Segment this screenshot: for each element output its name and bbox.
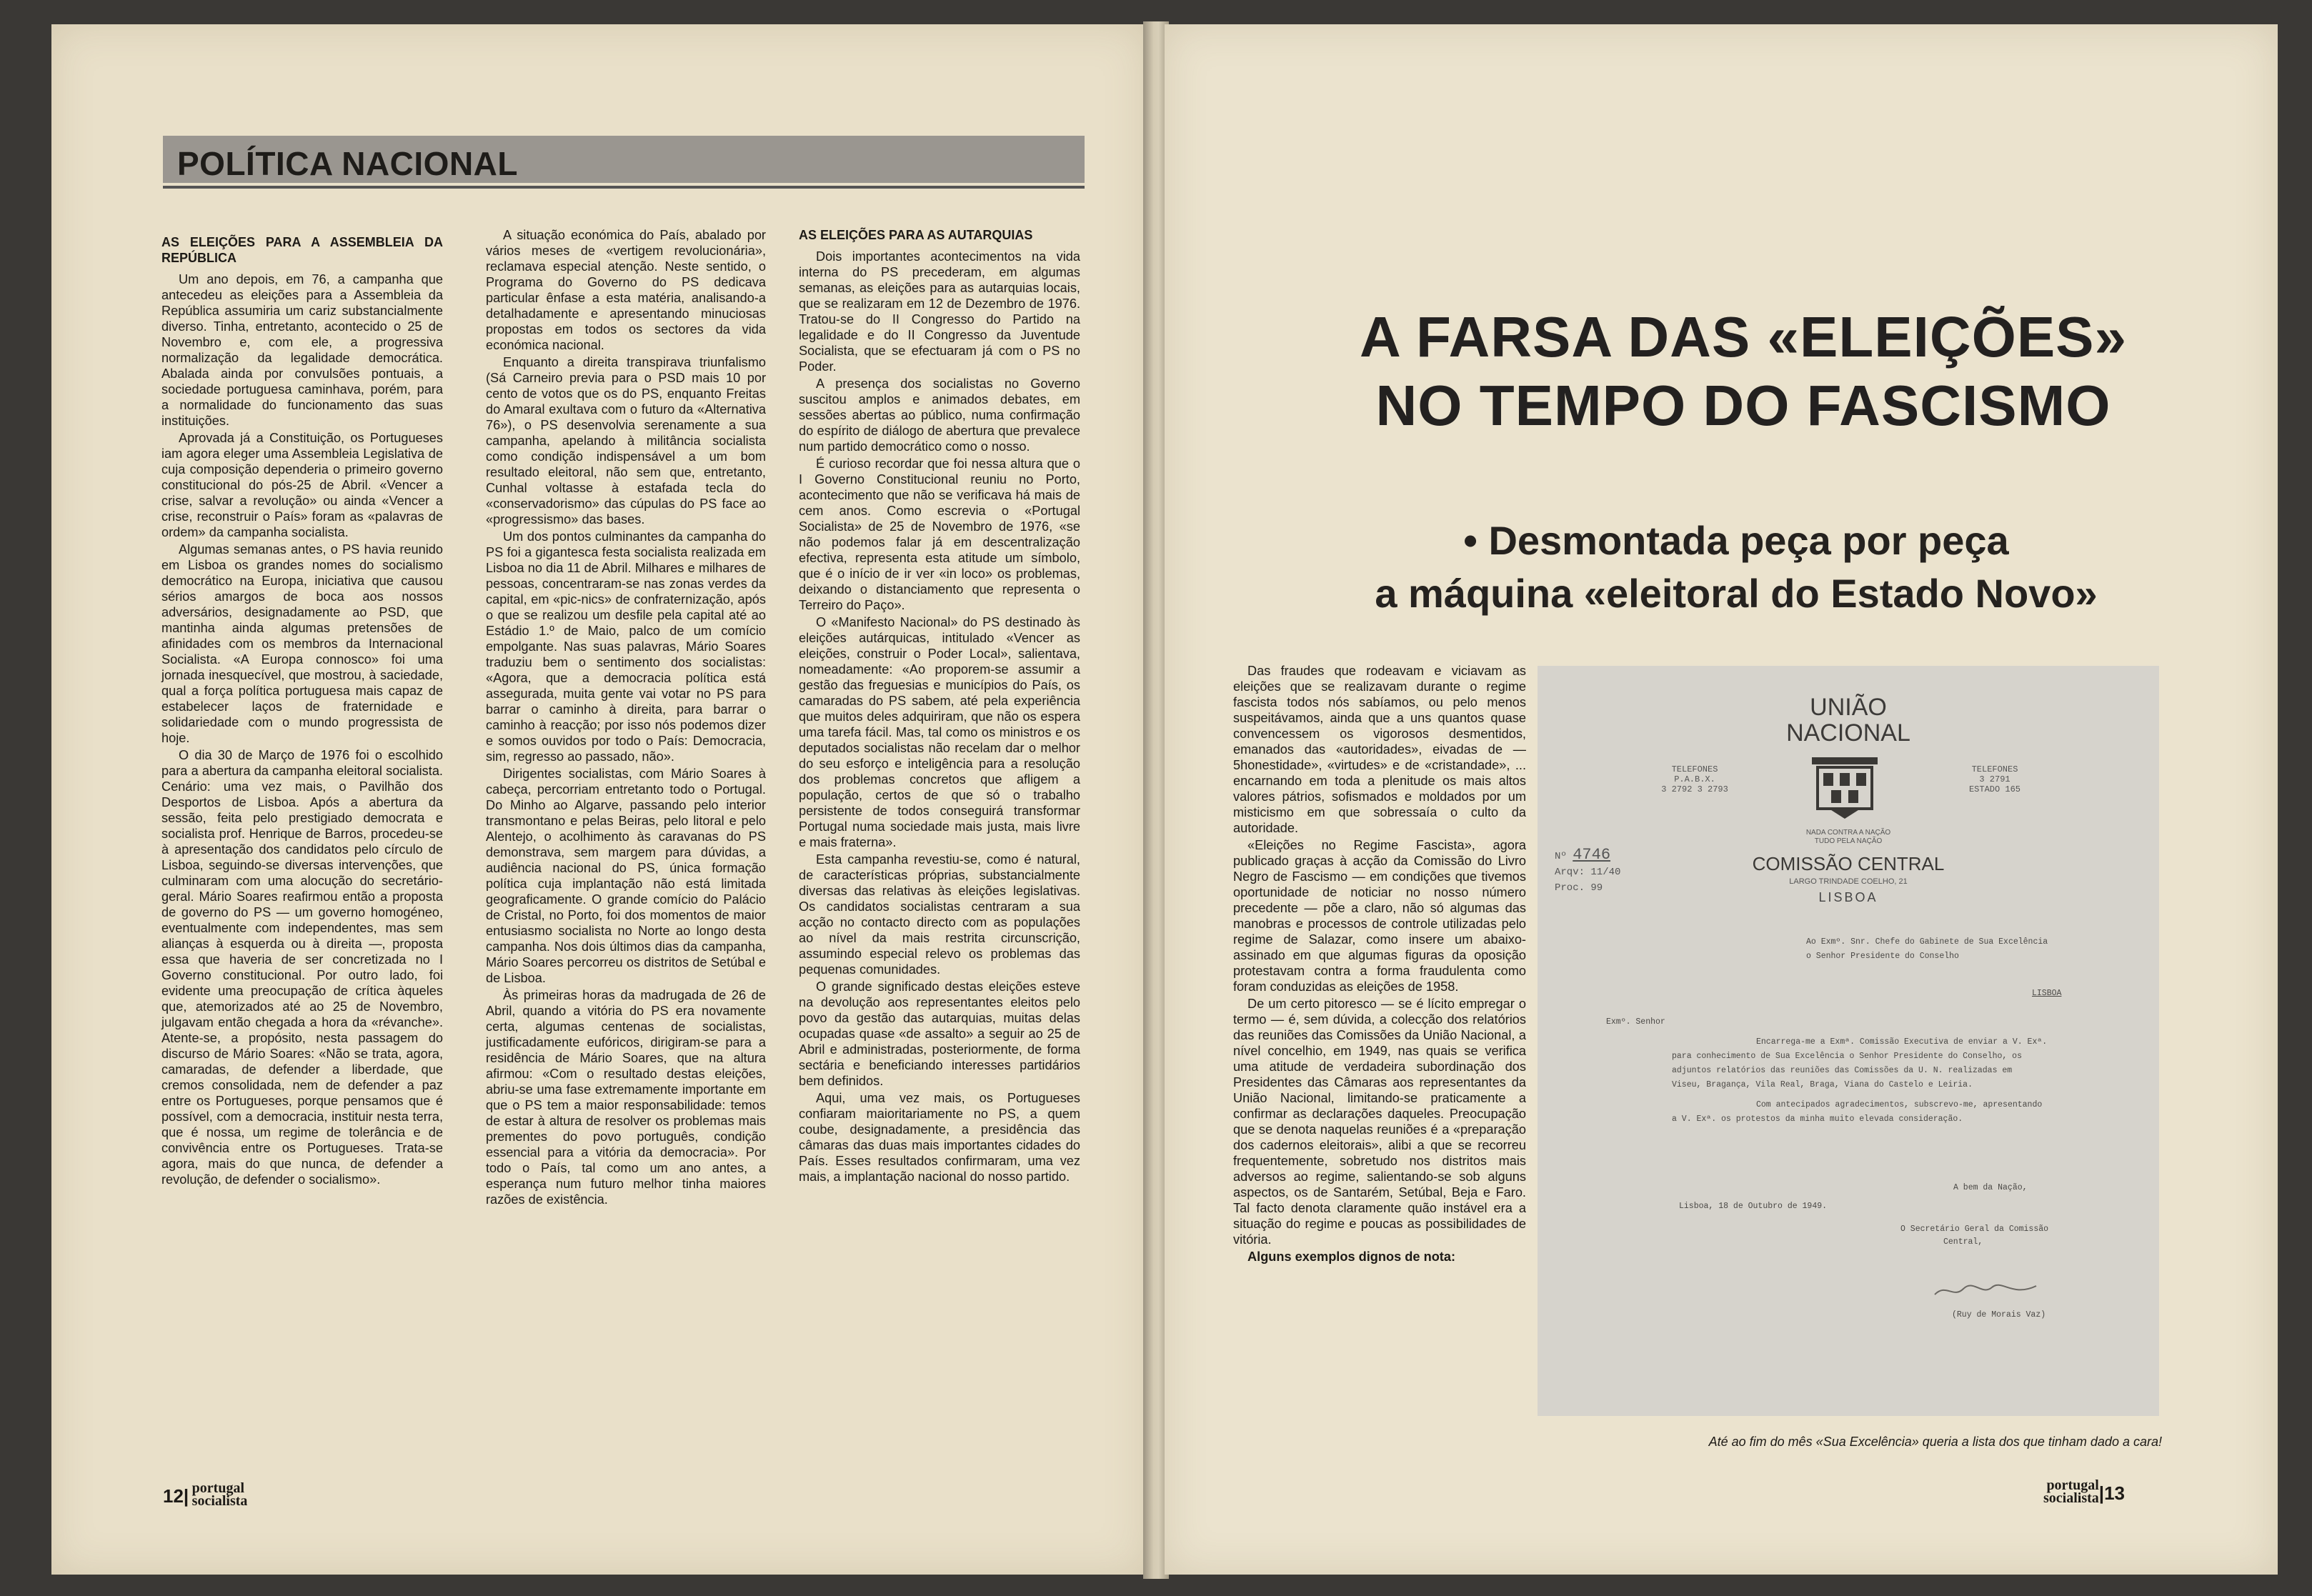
section-banner-label: POLÍTICA NACIONAL [177, 145, 518, 182]
paragraph: Esta campanha revestiu-se, como é natural, de características próprias, substancialmente diversas das relativas às eleições legislativas. Os candidatos socialistas centraram a sua acção no contacto directo com as populações ao nível da mais restrita circunscrição, assumindo especial relevo os problemas das pequenas comunidades. [799, 852, 1080, 977]
paragraph: Aprovada já a Constituição, os Portugueses iam agora eleger uma Assembleia Legislativa de cuja composição dependeria o primeiro governo constitucional do pós-25 de Abril. «Vencer a crise, salvar a revolução» ou ainda «Vencer a crise, reconstruir o País» foram as «palavras de ordem» da campanha socialista. [161, 431, 443, 539]
paragraph: O grande significado destas eleições esteve na devolução aos representantes eleitos pelo povo da gestão das autarquias, muitas delas ocupadas quase «de assalto» a seguir ao 25 de Abril e administradas, posteriormente, de forma sectária e beneficiando interesses partidários bem definidos. [799, 979, 1080, 1088]
org-line-1: UNIÃO [1810, 694, 1887, 721]
column-3 [799, 227, 1080, 1186]
paragraph: Aqui, uma vez mais, os Portugueses confiaram maioritariamente no PS, a quem coube, designadamente, a presidência das câmaras das duas mais importantes cidades do País. Esses resultados confirmaram, uma vez mais, a implantação nacional do nosso partido. [799, 1091, 1080, 1184]
document-org-name [1538, 694, 2159, 746]
section-banner [163, 136, 1085, 183]
ref-arqv: Arqv: 11/40 [1555, 867, 1621, 878]
page-number: 12 [163, 1485, 184, 1507]
title-line-1: A FARSA DAS «ELEIÇÕES» [1359, 305, 2128, 369]
paragraph: Um ano depois, em 76, a campanha que antecedeu as eleições para a Assembleia da República assumiria um cariz substancialmente diverso. Tinha, entretanto, acontecido o 25 de Novembro e, com ele, a progressiva normalização da legalidade democrática. Abalada ainda por convulsões pontuais, a sociedade portuguesa caminhava, porém, para a normalidade do funcionamento das suas instituições. [161, 272, 443, 428]
article-subtitle [1293, 514, 2179, 620]
masthead-line-1: portugal [2046, 1477, 2099, 1493]
phones-left: TELEFONES P.A.B.X. 3 2792 3 2793 [1661, 764, 1728, 794]
title-line-2: NO TEMPO DO FASCISMO [1375, 374, 2111, 437]
paragraph: A presença dos socialistas no Governo suscitou amplos e animados debates, em sessões abertas ao público, numa confirmação do espírito de diálogo de abertura que prevalece num partido democrático como o nosso. [799, 376, 1080, 454]
addressee-line: Ao Exmº. Snr. Chefe do Gabinete de Sua Excelência [1806, 937, 2048, 947]
signer-title: Central, [1943, 1237, 1983, 1247]
salutation: Exmº. Senhor [1606, 1017, 1665, 1027]
document-facsimile [1538, 666, 2159, 1416]
right-page [1165, 24, 2278, 1575]
column-1-heading: AS ELEIÇÕES PARA A ASSEMBLEIA DA REPÚBLICA [161, 235, 443, 265]
paragraph: É curioso recordar que foi nessa altura que o I Governo Constitucional reuniu no Porto, acontecimento que não se verificava há mais de cem anos. Como escrevia o «Portugal Socialista» de 25 de Novembro de 1976, «se não podemos falar já em descentralização efectiva, representa esta atitude um símbolo, que é o início de ir ver «in loco» os problemas, deixando o distanciamento que representa o Terreiro do Paço». [799, 457, 1080, 612]
masthead-line-2: socialista [191, 1493, 248, 1509]
paragraph: O «Manifesto Nacional» do PS destinado às eleições autárquicas, intitulado «Vencer as eleições, construir o Poder Local», salientava, nomeadamente: «Ao proporem-se assumir a gestão das freguesias e municípios do País, os camaradas do PS sabem, até pela experiência que muitos deles adquiriram, que não os espera uma tarefa fácil. Mas, tal como os ministros e os deputados socialistas não recelam dar o melhor do seu esforço e inteligência para a resolução dos problemas concretos que afligem a população, certos de que só o trabalho persistente de todos conseguirá transformar Portugal numa sociedade mais justa, mais livre e mais fraterna». [799, 615, 1080, 849]
ref-number: 4746 [1573, 846, 1611, 864]
masthead-line-1: portugal [191, 1480, 244, 1496]
page-folio-right: portugal socialista|13 [2043, 1477, 2125, 1506]
signer-name: (Ruy de Morais Vaz) [1952, 1310, 2046, 1320]
ref-prefix: Nº [1555, 851, 1567, 862]
document-caption: Até ao fim do mês «Sua Excelência» queria a lista dos que tinham dado a cara! [1708, 1435, 2162, 1449]
paragraph: Alguns exemplos dignos de nota: [1247, 1250, 1456, 1264]
paragraph: Das fraudes que rodeavam e viciavam as eleições que se realizavam durante o regime fascista todos nós sabíamos, ou pelo menos suspeitávamos, ainda que a uns quantos quase convencessem os vigorosos desmentidos, emanados das «autoridades», eivadas de —5honestidade», «virtudes» e de «cristandade», ... encarnando em toda a plenitude os mais altos valores pátrios, sofismados e moldados por um misticismo em que sobressaía o culto da autoridade. [1233, 664, 1526, 835]
letter-line: Encarrega-me a Exmª. Comissão Executiva de enviar a V. Exª. [1756, 1037, 2048, 1047]
letter-line: Com antecipados agradecimentos, subscrevo-me, apresentando [1756, 1100, 2043, 1109]
document-reference [1555, 847, 1620, 896]
left-page [51, 24, 1146, 1575]
letter-line: adjuntos relatórios das reuniões das Comissões da U. N. realizadas em [1672, 1066, 2013, 1075]
masthead-logo [192, 1482, 248, 1507]
banner-rule [163, 186, 1085, 189]
paragraph: «Eleições no Regime Fascista», agora publicado graças à acção da Comissão do Livro Negro de Fascismo — em condições que tivemos oportunidade de noticiar no nosso número precedente — põe a claro, não só algumas das manobras e processos de controle utilizadas pelo regime de Salazar, como insere um abaixo-assinado em que algumas figuras da oposição protestavam contra a forma fraudulenta como foram conduzidas as eleições de 1958. [1233, 838, 1526, 994]
signer-title: O Secretário Geral da Comissão [1900, 1225, 2049, 1234]
masthead-line-2: socialista [2043, 1490, 2099, 1506]
paragraph: A situação económica do País, abalado por vários meses de «vertigem revolucionária», reclamava especial atenção. Neste sentido, o Programa do Governo do PS dedicava particular ênfase a esta matéria, analisando-a detalhadamente e apresentando minuciosas propostas em todos os sectores da vida económica nacional. [486, 228, 766, 352]
phones-right: TELEFONES 3 2791 ESTADO 165 [1968, 764, 2020, 794]
column-2 [486, 227, 766, 1209]
org-line-2: NACIONAL [1786, 719, 1910, 747]
letter-date: Lisboa, 18 de Outubro de 1949. [1679, 1202, 1828, 1211]
ref-proc: Proc. 99 [1555, 882, 1603, 894]
document-address: LARGO TRINDADE COELHO, 21 [1789, 877, 1908, 886]
letter-line: Viseu, Bragança, Vila Real, Braga, Viana do Castelo e Leiria. [1672, 1080, 1973, 1089]
article-body [1233, 663, 1526, 1266]
column-3-heading: AS ELEIÇÕES PARA AS AUTARQUIAS [799, 228, 1033, 242]
document-motto: NADA CONTRA A NAÇÃO TUDO PELA NAÇÃO [1805, 829, 1891, 845]
signature-scribble [1932, 1280, 2039, 1300]
paragraph: Um dos pontos culminantes da campanha do PS foi a gigantesca festa socialista realizada em Lisboa no dia 11 de Abril. Milhares e milhares de pessoas, concentraram-se nas zonas verdes da capital, em «pic-nics» de confraternização, após o que se realizou um desfile pela capital até ao Estádio 1.º de Maio, palco de um comício empolgante. Nas suas palavras, Mário Soares traduziu bem o sentimento dos socialistas: «Agora, que a democracia política está assegurada, muita gente vai votar no PS para barrar o caminho à direita, para barrar o caminho à reacção; por isso nós podemos dizer e somos ouvidos por todo o País: Democracia, sim, regresso ao passado, não». [486, 529, 766, 764]
page-number: 13 [2104, 1482, 2125, 1504]
paragraph: Dois importantes acontecimentos na vida interna do PS precederam, em algumas semanas, as eleições para as autarquias locais, que se realizaram em 12 de Dezembro de 1976. Tratou-se do II Congresso do Partido na legalidade e do II Congresso da Juventude Socialista, que se efectuaram já com o PS no Poder. [799, 249, 1080, 374]
page-folio-left: 12| portugal socialista [163, 1480, 248, 1509]
column-1 [161, 234, 443, 1189]
paragraph: De um certo pitoresco — se é lícito empregar o termo — é, sem dúvida, a colecção dos relatórios das reuniões das Comissões da União Nacional, a nível concelhio, em 1949, nas quais se verifica uma atitude de verdadeira subordinação dos Presidentes das Câmaras aos representantes da União Nacional, limitando-se praticamente a confirmar as declarações daqueles. Preocupação que se denota naquelas reuniões é a «preparação dos cadernos eleitorais», alibi a que se recorreu frequentemente, sobretudo nos distritos mais adversos ao regime, salientando-se sob alguns aspectos, os de Santarém, Setúbal, Beja e Faro. Tal facto denota claramente quão instável era a situação do regime e poucas as possibilidades de vitória. [1233, 997, 1526, 1247]
paragraph: O dia 30 de Março de 1976 foi o escolhido para a abertura da campanha eleitoral socialista. Cenário: uma vez mais, o Pavilhão dos Desportos de Lisboa. Após a abertura da sessão, feita pelo prestigiado democrata e socialista prof. Henrique de Barros, procedeu-se à apresentação dos candidatos pelo círculo de Lisboa, seguindo-se diversas intervenções, que culminaram com uma alocução do secretário-geral. Mário Soares reafirmou então a proposta de governo do PS — um governo homogéneo, eventualmente com independentes, mas sem alianças à esquerda ou à direita —, proposta essa que haveria de ser concretizada no I Governo constitucional. Por outro lado, foi evidente uma preocupação de crítica àqueles que, atemorizados até ao 25 de Novembro, julgavam então chegada a hora da «révanche». Atente-se, a propósito, nesta passagem do discurso de Mário Soares: «Não se trata, agora, camaradas, de defender a liberdade, que cremos consolidada, nem de defender a paz entre os Portugueses, porque pensamos que é possível, com a democracia, instituir nesta terra, que é nossa, um regime de tolerância e de convivência entre os Portugueses. Trata-se agora, mais do que nunca, de defender a revolução, de defender o socialismo». [161, 748, 443, 1187]
letter-closing: A bem da Nação, [1953, 1183, 2028, 1192]
paragraph: Enquanto a direita transpirava triunfalismo (Sá Carneiro previa para o PSD mais 10 por cento de votos que os do PS, enquanto Freitas do Amaral exultava com o futuro da «Alternativa 76»), o PS desenvolvia serenamente a sua campanha, apelando à militância socialista como condição indispensável a um bom resultado eleitoral, não sem que, entretanto, Cunhal voltasse à estafada tecla do «conservadorismo» das cúpulas do PS face ao «progressismo» das bases. [486, 355, 766, 527]
addressee-city: LISBOA [2032, 989, 2062, 998]
document-commission: COMISSÃO CENTRAL [1752, 853, 1945, 874]
paragraph: Às primeiras horas da madrugada de 26 de Abril, quando a vitória do PS era novamente certa, algumas centenas de socialistas, justificadamente eufóricos, dirigiram-se para a residência de Mário Soares, que na altura afirmou: «Com o resultado destas eleições, abriu-se uma fase extremamente importante em que o PS tem a maior responsabilidade: temos de estar à altura de resolver os problemas mais prementes do povo português, condição essencial para a vitória da democracia». Por todo o País, tal como um ano antes, a esperança num futuro melhor tinha maiores razões de existência. [486, 988, 766, 1207]
letter-line: para conhecimento de Sua Excelência o Senhor Presidente do Conselho, os [1672, 1052, 2022, 1061]
paragraph: Dirigentes socialistas, com Mário Soares à cabeça, percorriam entretanto todo o Portugal. Do Minho ao Algarve, passando pelo interior transmontano e pelas Beiras, pelo litoral e pelo Alentejo, o acolhimento às caravanas do PS demonstrava, sem margem para dúvidas, a audiência nacional do PS, única formação política cuja implantação não está limitada geograficamente. O grande comício do Palácio de Cristal, no Porto, foi dos momentos de maior entusiasmo socialista no Norte ao longo desta campanha. Nos dois últimos dias da campanha, Mário Soares percorreu os distritos de Setúbal e de Lisboa. [486, 767, 766, 985]
article-title [1293, 303, 2193, 440]
subtitle-line-1: • Desmontada peça por peça [1463, 518, 2009, 563]
crest-icon [1808, 754, 1882, 820]
addressee-line: o Senhor Presidente do Conselho [1806, 952, 1959, 961]
subtitle-line-2: a máquina «eleitoral do Estado Novo» [1375, 571, 2098, 616]
paragraph: Algumas semanas antes, o PS havia reunido em Lisboa os grandes nomes do socialismo democrático na Europa, iniciativa que causou sérios amargos de boca aos nossos adversários, designadamente ao PSD, que mantinha ainda algumas pretensões de afinidades com os membros da Internacional Socialista. «A Europa connosco» foi uma jornada inesquecível, que mostrou, à saciedade, qual a força política portuguesa mais capaz de estabelecer laços de fraternidade e solidariedade com o mundo progressista de hoje. [161, 542, 443, 745]
document-city: LISBOA [1818, 890, 1878, 904]
masthead-logo [2043, 1479, 2099, 1505]
letter-line: a V. Exª. os protestos da minha muito elevada consideração. [1672, 1114, 1963, 1124]
